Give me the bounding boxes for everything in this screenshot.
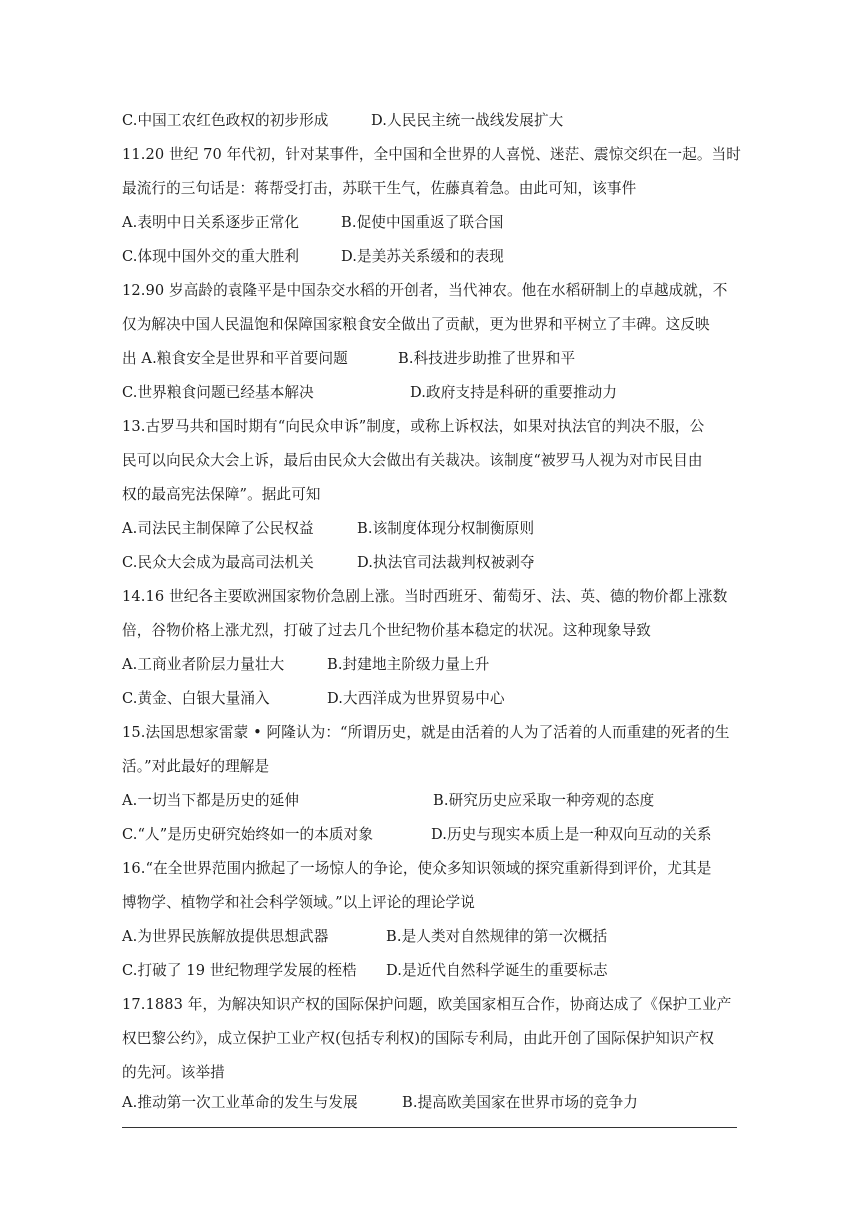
stem-text: 11.20 世纪 70 年代初，针对某事件，全中国和全世界的人喜悦、迷茫、震惊交织在一起。当时 [122, 146, 741, 163]
option-line [122, 383, 618, 403]
option-line [122, 213, 504, 233]
question-14-stem [122, 587, 727, 607]
question-13-stem [122, 485, 321, 505]
option-a: A.一切当下都是历史的延伸 [122, 792, 300, 809]
option-line [122, 791, 655, 811]
option-c: C.体现中国外交的重大胜利 [122, 248, 300, 265]
question-17-stem [122, 995, 731, 1015]
option-line [122, 553, 535, 573]
stem-text: 17.1883 年，为解决知识产权的国际保护问题，欧美国家相互合作，协商达成了《保护工业产 [122, 996, 732, 1013]
option-d: D.政府支持是科研的重要推动力 [410, 384, 618, 401]
question-16-stem [122, 893, 475, 913]
stem-text: 民可以向民众大会上诉，最后由民众大会做出有关裁决。该制度“被罗马人视为对市民目由 [122, 452, 703, 469]
option-line [122, 519, 535, 539]
question-11-stem [122, 145, 741, 165]
option-line [122, 349, 576, 369]
option-b: B.是人类对自然规律的第一次概括 [386, 928, 608, 945]
question-13-stem [122, 451, 703, 471]
option-b: B.研究历史应采取一种旁观的态度 [433, 792, 655, 809]
question-12-stem [122, 315, 710, 335]
option-c: C.打破了 19 世纪物理学发展的桎梏 [122, 962, 357, 979]
option-c: C.世界粮食问题已经基本解决 [122, 384, 314, 401]
option-a: A.表明中日关系逐步正常化 [122, 214, 300, 231]
option-line [122, 689, 505, 709]
option-b: B.该制度体现分权制衡原则 [357, 520, 535, 537]
question-11-stem [122, 179, 636, 199]
question-12-stem [122, 281, 727, 301]
option-b: B.促使中国重返了联合国 [341, 214, 504, 231]
option-b: B.封建地主阶级力量上升 [327, 656, 490, 673]
stem-text: 权的最高宪法保障”。据此可知 [122, 486, 321, 503]
option-c: C.“人”是历史研究始终如一的本质对象 [122, 826, 374, 843]
stem-text: 最流行的三句话是：蒋帮受打击，苏联干生气，佐藤真着急。由此可知，该事件 [122, 180, 637, 197]
option-c: C.黄金、白银大量涌入 [122, 690, 270, 707]
option-line [122, 961, 608, 981]
option-c: C.中国工农红色政权的初步形成 [122, 112, 329, 129]
stem-text: 博物学、植物学和社会科学领域。”以上评论的理论学说 [122, 894, 475, 911]
option-line [122, 825, 712, 845]
stem-text: 14.16 世纪各主要欧洲国家物价急剧上涨。当时西班牙、葡萄牙、法、英、德的物价都上涨数 [122, 588, 728, 605]
option-b: B.提高欧美国家在世界市场的竞争力 [402, 1094, 638, 1111]
option-a: A.为世界民族解放提供思想武器 [122, 928, 329, 945]
stem-text: 权巴黎公约》，成立保护工业产权(包括专利权)的国际专利局，由此开创了国际保护知识产权 [122, 1030, 715, 1047]
option-a: A.司法民主制保障了公民权益 [122, 520, 314, 537]
option-a: A.推动第一次工业革命的发生与发展 [122, 1094, 358, 1111]
stem-text: 13.古罗马共和国时期有“向民众申诉”制度，或称上诉权法，如果对执法官的判决不服，公 [122, 418, 705, 435]
option-d: D.历史与现实本质上是一种双向互动的关系 [431, 826, 712, 843]
option-c: C.民众大会成为最高司法机关 [122, 554, 314, 571]
stem-text: 12.90 岁高龄的袁隆平是中国杂交水稻的开创者，当代神农。他在水稻研制上的卓越成就，不 [122, 282, 728, 299]
option-line [122, 1093, 638, 1113]
question-15-stem [122, 723, 730, 743]
option-d: D.执法官司法裁判权被剥夺 [357, 554, 535, 571]
stem-text: 活。”对此最好的理解是 [122, 758, 270, 775]
option-d: D.是近代自然科学诞生的重要标志 [386, 962, 608, 979]
option-d: D.是美苏关系缓和的表现 [341, 248, 504, 265]
footer-rule [122, 1127, 737, 1128]
option-line [122, 655, 490, 675]
option-b: B.科技进步助推了世界和平 [398, 350, 576, 367]
option-d: D.人民民主统一战线发展扩大 [371, 112, 564, 129]
option-d: D.大西洋成为世界贸易中心 [327, 690, 505, 707]
question-14-stem [122, 621, 651, 641]
stem-text: 倍，谷物价格上涨尤烈，打破了过去几个世纪物价基本稳定的状况。这种现象导致 [122, 622, 651, 639]
option-line [122, 111, 564, 131]
option-line [122, 927, 608, 947]
question-17-stem [122, 1063, 225, 1083]
question-15-stem [122, 757, 269, 777]
question-13-stem [122, 417, 704, 437]
question-16-stem [122, 859, 711, 879]
stem-text: 16.“在全世界范围内掀起了一场惊人的争论，使众多知识领域的探究重新得到评价，尤其是 [122, 860, 712, 877]
question-17-stem [122, 1029, 714, 1049]
option-a: 出 A.粮食安全是世界和平首要问题 [122, 350, 348, 367]
stem-text: 15.法国思想家雷蒙 • 阿隆认为：“所谓历史，就是由活着的人为了活着的人而重建的死者的生 [122, 724, 730, 741]
stem-text: 的先河。该举措 [122, 1064, 225, 1081]
option-line [122, 247, 504, 267]
option-a: A.工商业者阶层力量壮大 [122, 656, 285, 673]
stem-text: 仅为解决中国人民温饱和保障国家粮食安全做出了贡献，更为世界和平树立了丰碑。这反映 [122, 316, 710, 333]
